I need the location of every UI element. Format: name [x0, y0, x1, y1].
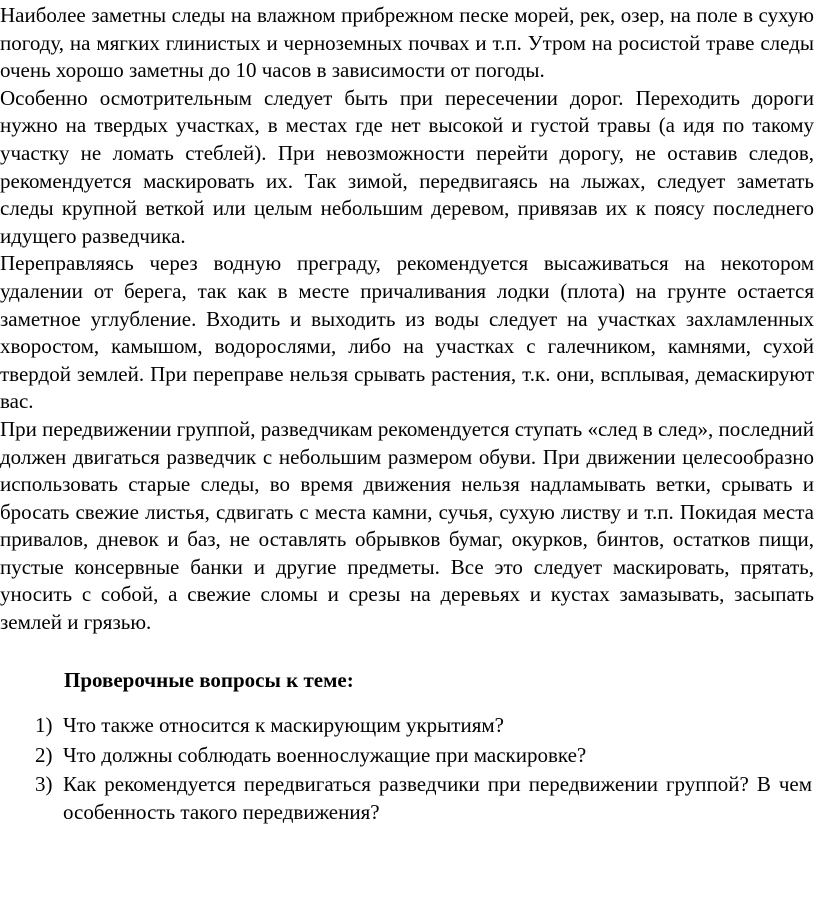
question-number: 3) — [35, 772, 53, 797]
document-page — [0, 2, 814, 829]
paragraph-group-movement: При передвижении группой, разведчикам рекомендуется ступать «след в след», последний должен двигаться разведчик с небольшим размером обуви. При движении целесообразно использовать старые следы, во время движения нельзя надламывать ветки, срывать и бросать свежие листья, сдвигать с места камни, сучья, сухую листву и т.п. Покидая места привалов, дневок и баз, не оставлять обрывков бумаг, окурков, бинтов, остатков пищи, пустые консервные банки и другие предметы. Все это следует маскировать, прятать, уносить с собой, а свежие сломы и срезы на деревьях и кустах замазывать, засыпать землей и грязью. — [0, 416, 814, 635]
question-number: 2) — [35, 742, 53, 767]
question-item — [0, 712, 814, 740]
paragraph-road-crossing: Особенно осмотрительным следует быть при пересечении дорог. Переходить дороги нужно на твердых участках, в местах где нет высокой и густой травы (а идя по такому участку не ломать стеблей). При невозможности перейти дорогу, не оставив следов, рекомендуется маскировать их. Так зимой, передвигаясь на лыжах, следует заметать следы крупной веткой или целым небольшим деревом, привязав их к поясу последнего идущего разведчика. — [0, 85, 814, 248]
questions-list — [0, 712, 814, 826]
question-text: Как рекомендуется передвигаться разведчики при передвижении группой? В чем особенность такого передвижения? — [63, 772, 812, 825]
question-text: Что также относится к маскирующим укрытиям? — [63, 713, 504, 738]
paragraph-traces-visibility: Наиболее заметны следы на влажном прибрежном песке морей, рек, озер, на поле в сухую погоду, на мягких глинистых и черноземных почвах и т.п. Утром на росистой траве следы очень хорошо заметны до 10 часов в зависимости от погоды. — [0, 3, 814, 83]
section-spacer — [0, 637, 814, 667]
question-item — [0, 771, 814, 826]
question-item — [0, 742, 814, 770]
question-number: 1) — [35, 713, 53, 738]
question-text: Что должны соблюдать военнослужащие при маскировке? — [63, 742, 587, 767]
questions-heading: Проверочные вопросы к теме: — [64, 667, 354, 692]
paragraph-water-crossing: Переправляясь через водную преграду, рекомендуется высаживаться на некотором удалении от берега, так как в месте причаливания лодки (плота) на грунте остается заметное углубление. Входить и выходить из воды следует на участках захламленных хворостом, камышом, водорослями, либо на участках с галечником, камнями, сухой твердой землей. При переправе нельзя срывать растения, т.к. они, всплывая, демаскируют вас. — [0, 251, 814, 414]
